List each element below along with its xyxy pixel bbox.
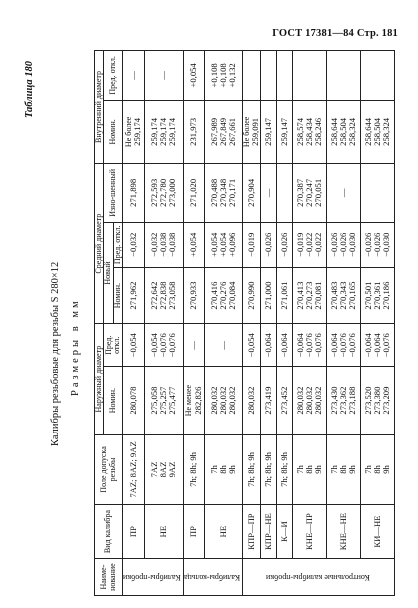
page-header: ГОСТ 17381—84 Стр. 181: [272, 28, 398, 39]
cell-md-worn: 270,488 270,348 270,171: [204, 163, 242, 222]
cell-md-dev: −0,019: [243, 222, 261, 267]
cell-type: КНЕ—ПР: [293, 504, 327, 558]
cell-md-worn: 271,898: [123, 163, 144, 222]
cell-field: 7h; 8h; 9h: [277, 434, 293, 504]
col-id-nom: Номин.: [104, 100, 123, 163]
table-row: [183, 51, 204, 596]
cell-field: 7h; 8h; 9h: [243, 434, 261, 504]
cell-id-dev: [261, 51, 277, 101]
cell-md-worn: 272,593 272,780 273,000: [144, 163, 183, 222]
cell-md-nom: 270,416 270,276 270,084: [204, 267, 242, 323]
cell-md-nom: 270,413 270,273 270,081: [293, 267, 327, 323]
note-not-more: Не более: [123, 116, 133, 148]
rotated-table-page: [18, 36, 398, 596]
cell-md-nom: 271,962: [123, 267, 144, 323]
cell-od-dev: −0,064 −0,076 −0,076: [293, 324, 327, 367]
col-type: Вид калибра: [95, 504, 123, 558]
cell-id-dev: [277, 51, 293, 101]
cell-field: 7h; 8h; 9h: [183, 434, 204, 504]
cell-md-nom: 270,933: [183, 267, 204, 323]
col-new: Новый: [104, 222, 113, 324]
cell-md-nom: 271,061: [277, 267, 293, 323]
col-md-dev: Пред. откл.: [113, 222, 122, 267]
cell-od-nom: 275,058 275,257 275,477: [144, 367, 183, 435]
cell-md-worn: —: [261, 163, 277, 222]
table-row: [144, 51, 183, 596]
cell-id-nom: Не более 259,174: [123, 100, 144, 163]
cell-od-nom: 280,032 280,032 280,032: [204, 367, 242, 435]
cell-od-nom: 280,032: [243, 367, 261, 435]
cell-md-dev: −0,019 −0,022 −0,022: [293, 222, 327, 267]
cell-id-nom: 258,574 258,434 258,246: [293, 100, 327, 163]
cell-md-nom: 272,642 272,838 273,058: [144, 267, 183, 323]
cell-id-dev: [243, 51, 261, 101]
cell-od-dev: −0,064: [261, 324, 277, 367]
cell-id-dev: +0,108 +0,108 +0,132: [204, 51, 242, 101]
cell-md-dev: +0,054: [183, 222, 204, 267]
cell-md-nom: 271,000: [261, 267, 277, 323]
table-row: [261, 51, 277, 596]
col-md-nom: Номин.: [113, 267, 122, 323]
group-plug: [123, 559, 184, 596]
cell-id-dev: —: [144, 51, 183, 101]
cell-md-dev: +0,054 +0,054 +0,096: [204, 222, 242, 267]
cell-md-dev: −0,026: [277, 222, 293, 267]
cell-type: КПР—НЕ: [261, 504, 277, 558]
cell-od-dev: —: [204, 324, 242, 367]
cell-od-dev: −0,064 −0,076 −0,076: [327, 324, 361, 367]
cell-od-nom: 273,430 273,362 273,188: [327, 367, 361, 435]
cell-id-nom: 259,174 259,174 259,174: [144, 100, 183, 163]
cell-id-nom: Не более 259,091: [243, 100, 261, 163]
cell-id-dev: +0,054: [183, 51, 204, 101]
cell-od-nom: 273,452: [277, 367, 293, 435]
cell-od-dev: −0,054: [123, 324, 144, 367]
cell-type: КИ—НЕ: [361, 504, 395, 558]
cell-id-nom: 259,147: [277, 100, 293, 163]
cell-id-nom: 259,147: [261, 100, 277, 163]
cell-id-dev: —: [123, 51, 144, 101]
cell-md-dev: −0,032 −0,038 −0,038: [144, 222, 183, 267]
cell-id-dev: [293, 51, 327, 101]
cell-field: 7h 8h 9h: [327, 434, 361, 504]
col-field: Поле допуска резьбы: [95, 434, 123, 504]
col-outer: Наружный диаметр: [95, 324, 104, 435]
cell-od-nom: Не менее 282,826: [183, 367, 204, 435]
cell-md-worn: —: [327, 163, 361, 222]
cell-type: НЕ: [204, 504, 242, 558]
cell-od-dev: −0,054 −0,076 −0,076: [144, 324, 183, 367]
cell-md-dev: −0,026: [261, 222, 277, 267]
cell-field: 7AZ; 8AZ; 9AZ: [123, 434, 144, 504]
cell-field: 7AZ 8AZ 9AZ: [144, 434, 183, 504]
table-label: Таблица 180: [24, 61, 35, 118]
cell-field: 7h; 8h; 9h: [261, 434, 277, 504]
cell-md-worn: 271,020: [183, 163, 204, 222]
table-row: [361, 51, 395, 596]
group-ring: [183, 559, 242, 596]
gauge-table: [94, 50, 395, 596]
table-body: [123, 51, 395, 596]
cell-type: ПР: [183, 504, 204, 558]
cell-type: ПР: [123, 504, 144, 558]
cell-od-nom: 280,078: [123, 367, 144, 435]
col-worn: Изно-шенный: [104, 163, 123, 222]
table-row: [293, 51, 327, 596]
table-row: [204, 51, 242, 596]
col-od-dev: Пред. откл.: [104, 324, 123, 367]
cell-md-dev: −0,032: [123, 222, 144, 267]
cell-md-dev: −0,026 −0,026 −0,030: [327, 222, 361, 267]
table-row: [123, 51, 144, 596]
cell-field: 7h 8h 9h: [361, 434, 395, 504]
cell-od-dev: −0,054: [243, 324, 261, 367]
cell-type: КНЕ—НЕ: [327, 504, 361, 558]
cell-md-nom: 270,990: [243, 267, 261, 323]
cell-type: НЕ: [144, 504, 183, 558]
cell-md-nom: 270,483 270,343 270,165: [327, 267, 361, 323]
table-row: [243, 51, 261, 596]
cell-md-nom: 270,501 270,361 270,186: [361, 267, 395, 323]
note-not-less: Не менее: [184, 384, 194, 417]
table-row: [277, 51, 293, 596]
group-control: [243, 559, 395, 596]
cell-md-worn: 270,904: [243, 163, 261, 222]
cell-field: 7h 8h 9h: [204, 434, 242, 504]
cell-md-worn: [361, 163, 395, 222]
table-title: Калибры резьбовые для резьбы S 280×12: [50, 261, 61, 446]
col-od-nom: Номин.: [104, 367, 123, 435]
table-subtitle: Размеры в мм: [70, 298, 81, 396]
col-mid: Средний диаметр: [95, 163, 104, 323]
cell-id-nom: 231,973: [183, 100, 204, 163]
cell-md-dev: −0,026 −0,026 −0,030: [361, 222, 395, 267]
cell-field: 7h 8h 9h: [293, 434, 327, 504]
cell-od-nom: 280,032 280,032 280,032: [293, 367, 327, 435]
cell-type: КПР—ПР: [243, 504, 261, 558]
cell-id-nom: 258,644 258,504 258,324: [361, 100, 395, 163]
cell-md-worn: [277, 163, 293, 222]
cell-id-nom: 258,644 258,504 258,324: [327, 100, 361, 163]
cell-id-nom: 267,989 267,849 267,661: [204, 100, 242, 163]
cell-od-nom: 273,520 273,380 273,209: [361, 367, 395, 435]
cell-type: К—И: [277, 504, 293, 558]
group-label: Калибры-пробки: [123, 573, 181, 583]
cell-od-dev: —: [183, 324, 204, 367]
cell-od-dev: −0,064: [277, 324, 293, 367]
col-inner: Внутренний диаметр: [95, 51, 104, 164]
cell-md-worn: 270,387 270,247 270,051: [293, 163, 327, 222]
cell-od-nom: 273,419: [261, 367, 277, 435]
group-label: Контрольные калибры-пробки: [265, 573, 370, 583]
cell-id-dev: [327, 51, 361, 101]
col-id-dev: Пред. откл.: [104, 51, 123, 101]
cell-od-dev: −0,064 −0,064 −0,076: [361, 324, 395, 367]
cell-id-dev: [361, 51, 395, 101]
table-row: [327, 51, 361, 596]
note-not-more-control: Не более: [242, 116, 252, 148]
group-label: Калибры-кольца: [183, 573, 241, 583]
col-name: Наиме-нование: [95, 559, 123, 596]
